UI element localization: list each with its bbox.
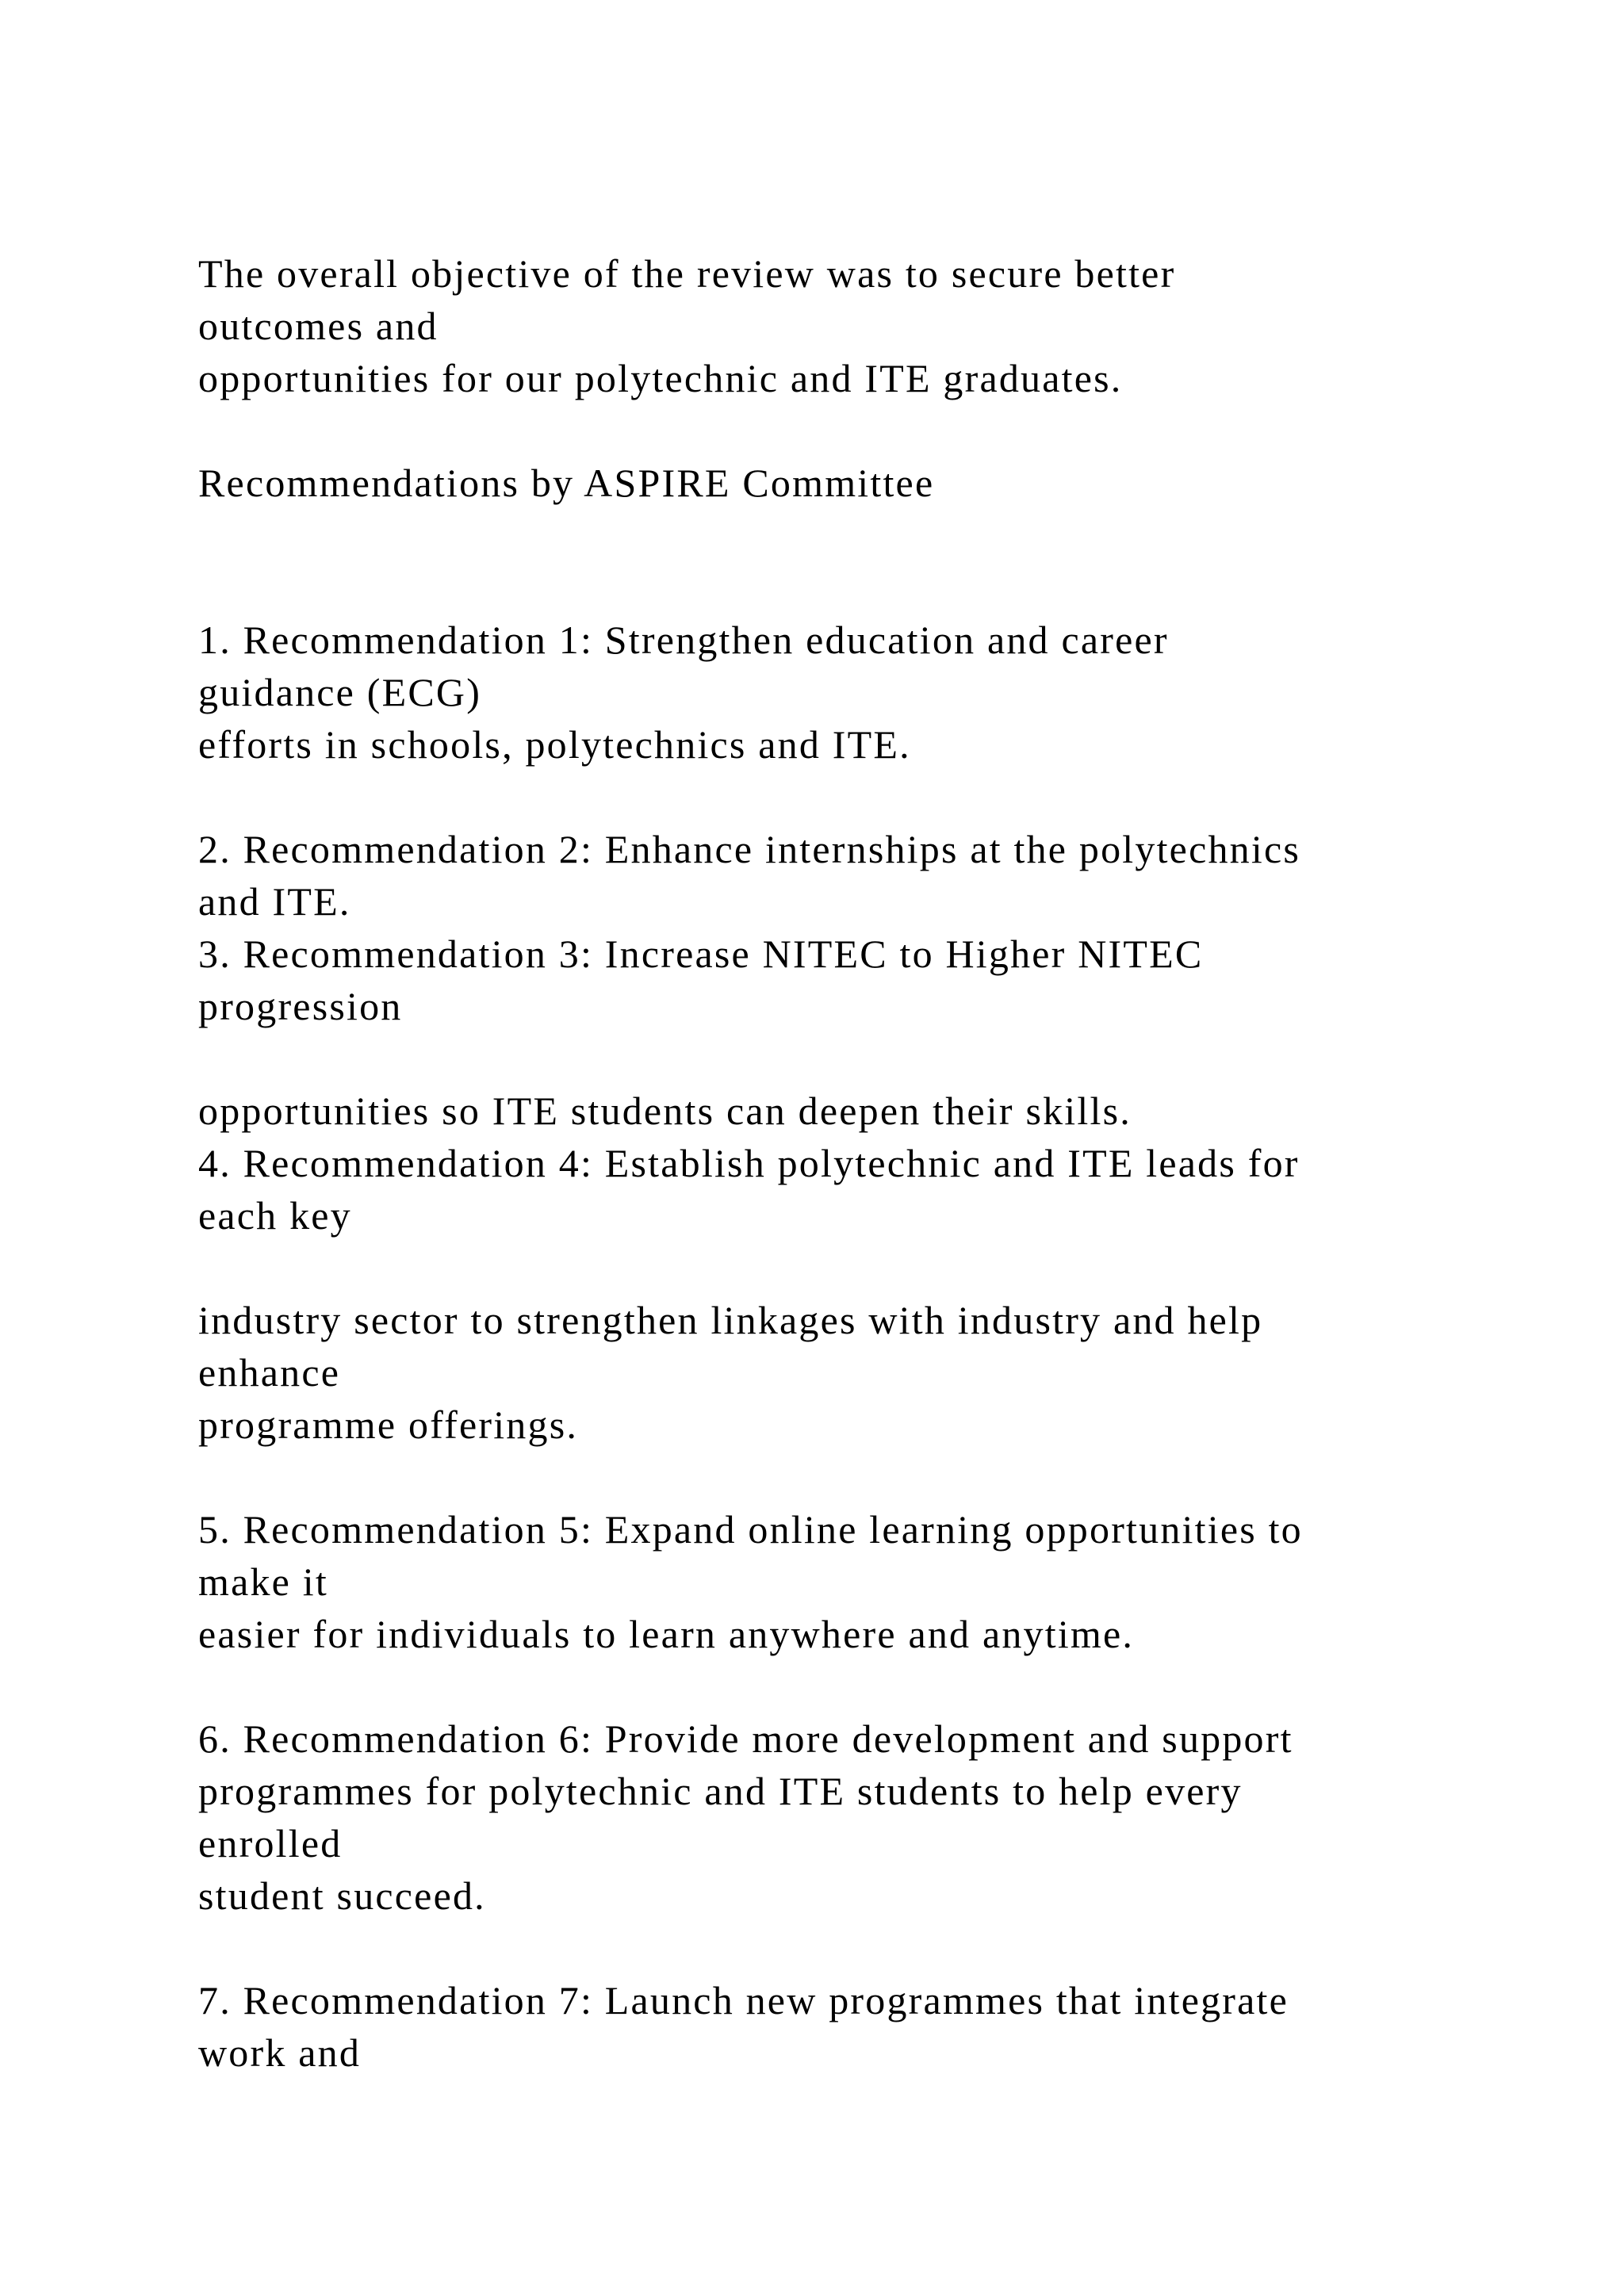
text-line: Recommendations by ASPIRE Committee [198, 461, 935, 505]
blank-line [198, 1032, 1507, 1085]
text-line: each key [198, 1193, 352, 1238]
text-line: 2. Recommendation 2: Enhance internships at the polytechnics [198, 827, 1301, 871]
document-body [198, 247, 1507, 2079]
text-line: 7. Recommendation 7: Launch new programmes that integrate [198, 1978, 1289, 2022]
text-line: 6. Recommendation 6: Provide more development and support [198, 1716, 1293, 1761]
text-line: progression [198, 984, 403, 1028]
blank-line [198, 1922, 1507, 1974]
blank-line [198, 404, 1507, 457]
text-line: programme offerings. [198, 1402, 579, 1447]
text-line: student succeed. [198, 1873, 486, 1918]
text-line: make it [198, 1559, 328, 1604]
text-line: enhance [198, 1350, 341, 1395]
text-line: guidance (ECG) [198, 670, 482, 714]
text-line: opportunities for our polytechnic and ITE graduates. [198, 356, 1123, 400]
text-line: 4. Recommendation 4: Establish polytechnic and ITE leads for [198, 1141, 1300, 1185]
blank-line [198, 1242, 1507, 1294]
blank-line [198, 1451, 1507, 1503]
text-line: enrolled [198, 1821, 343, 1866]
text-line: 1. Recommendation 1: Strengthen education and career [198, 618, 1169, 662]
text-line: efforts in schools, polytechnics and ITE. [198, 722, 911, 767]
text-line: easier for individuals to learn anywhere and anytime. [198, 1612, 1135, 1656]
text-line: 5. Recommendation 5: Expand online learning opportunities to [198, 1507, 1303, 1552]
text-line: industry sector to strengthen linkages with industry and help [198, 1298, 1263, 1342]
blank-line [198, 509, 1507, 561]
text-line: and ITE. [198, 879, 351, 924]
text-line: work and [198, 2030, 362, 2075]
text-line: The overall objective of the review was to secure better [198, 251, 1176, 296]
blank-line [198, 561, 1507, 614]
text-line: opportunities so ITE students can deepen their skills. [198, 1089, 1132, 1133]
text-line: programmes for polytechnic and ITE students to help every [198, 1769, 1243, 1813]
text-line: 3. Recommendation 3: Increase NITEC to Higher NITEC [198, 932, 1204, 976]
text-line: outcomes and [198, 304, 439, 348]
blank-line [198, 1660, 1507, 1712]
blank-line [198, 771, 1507, 823]
